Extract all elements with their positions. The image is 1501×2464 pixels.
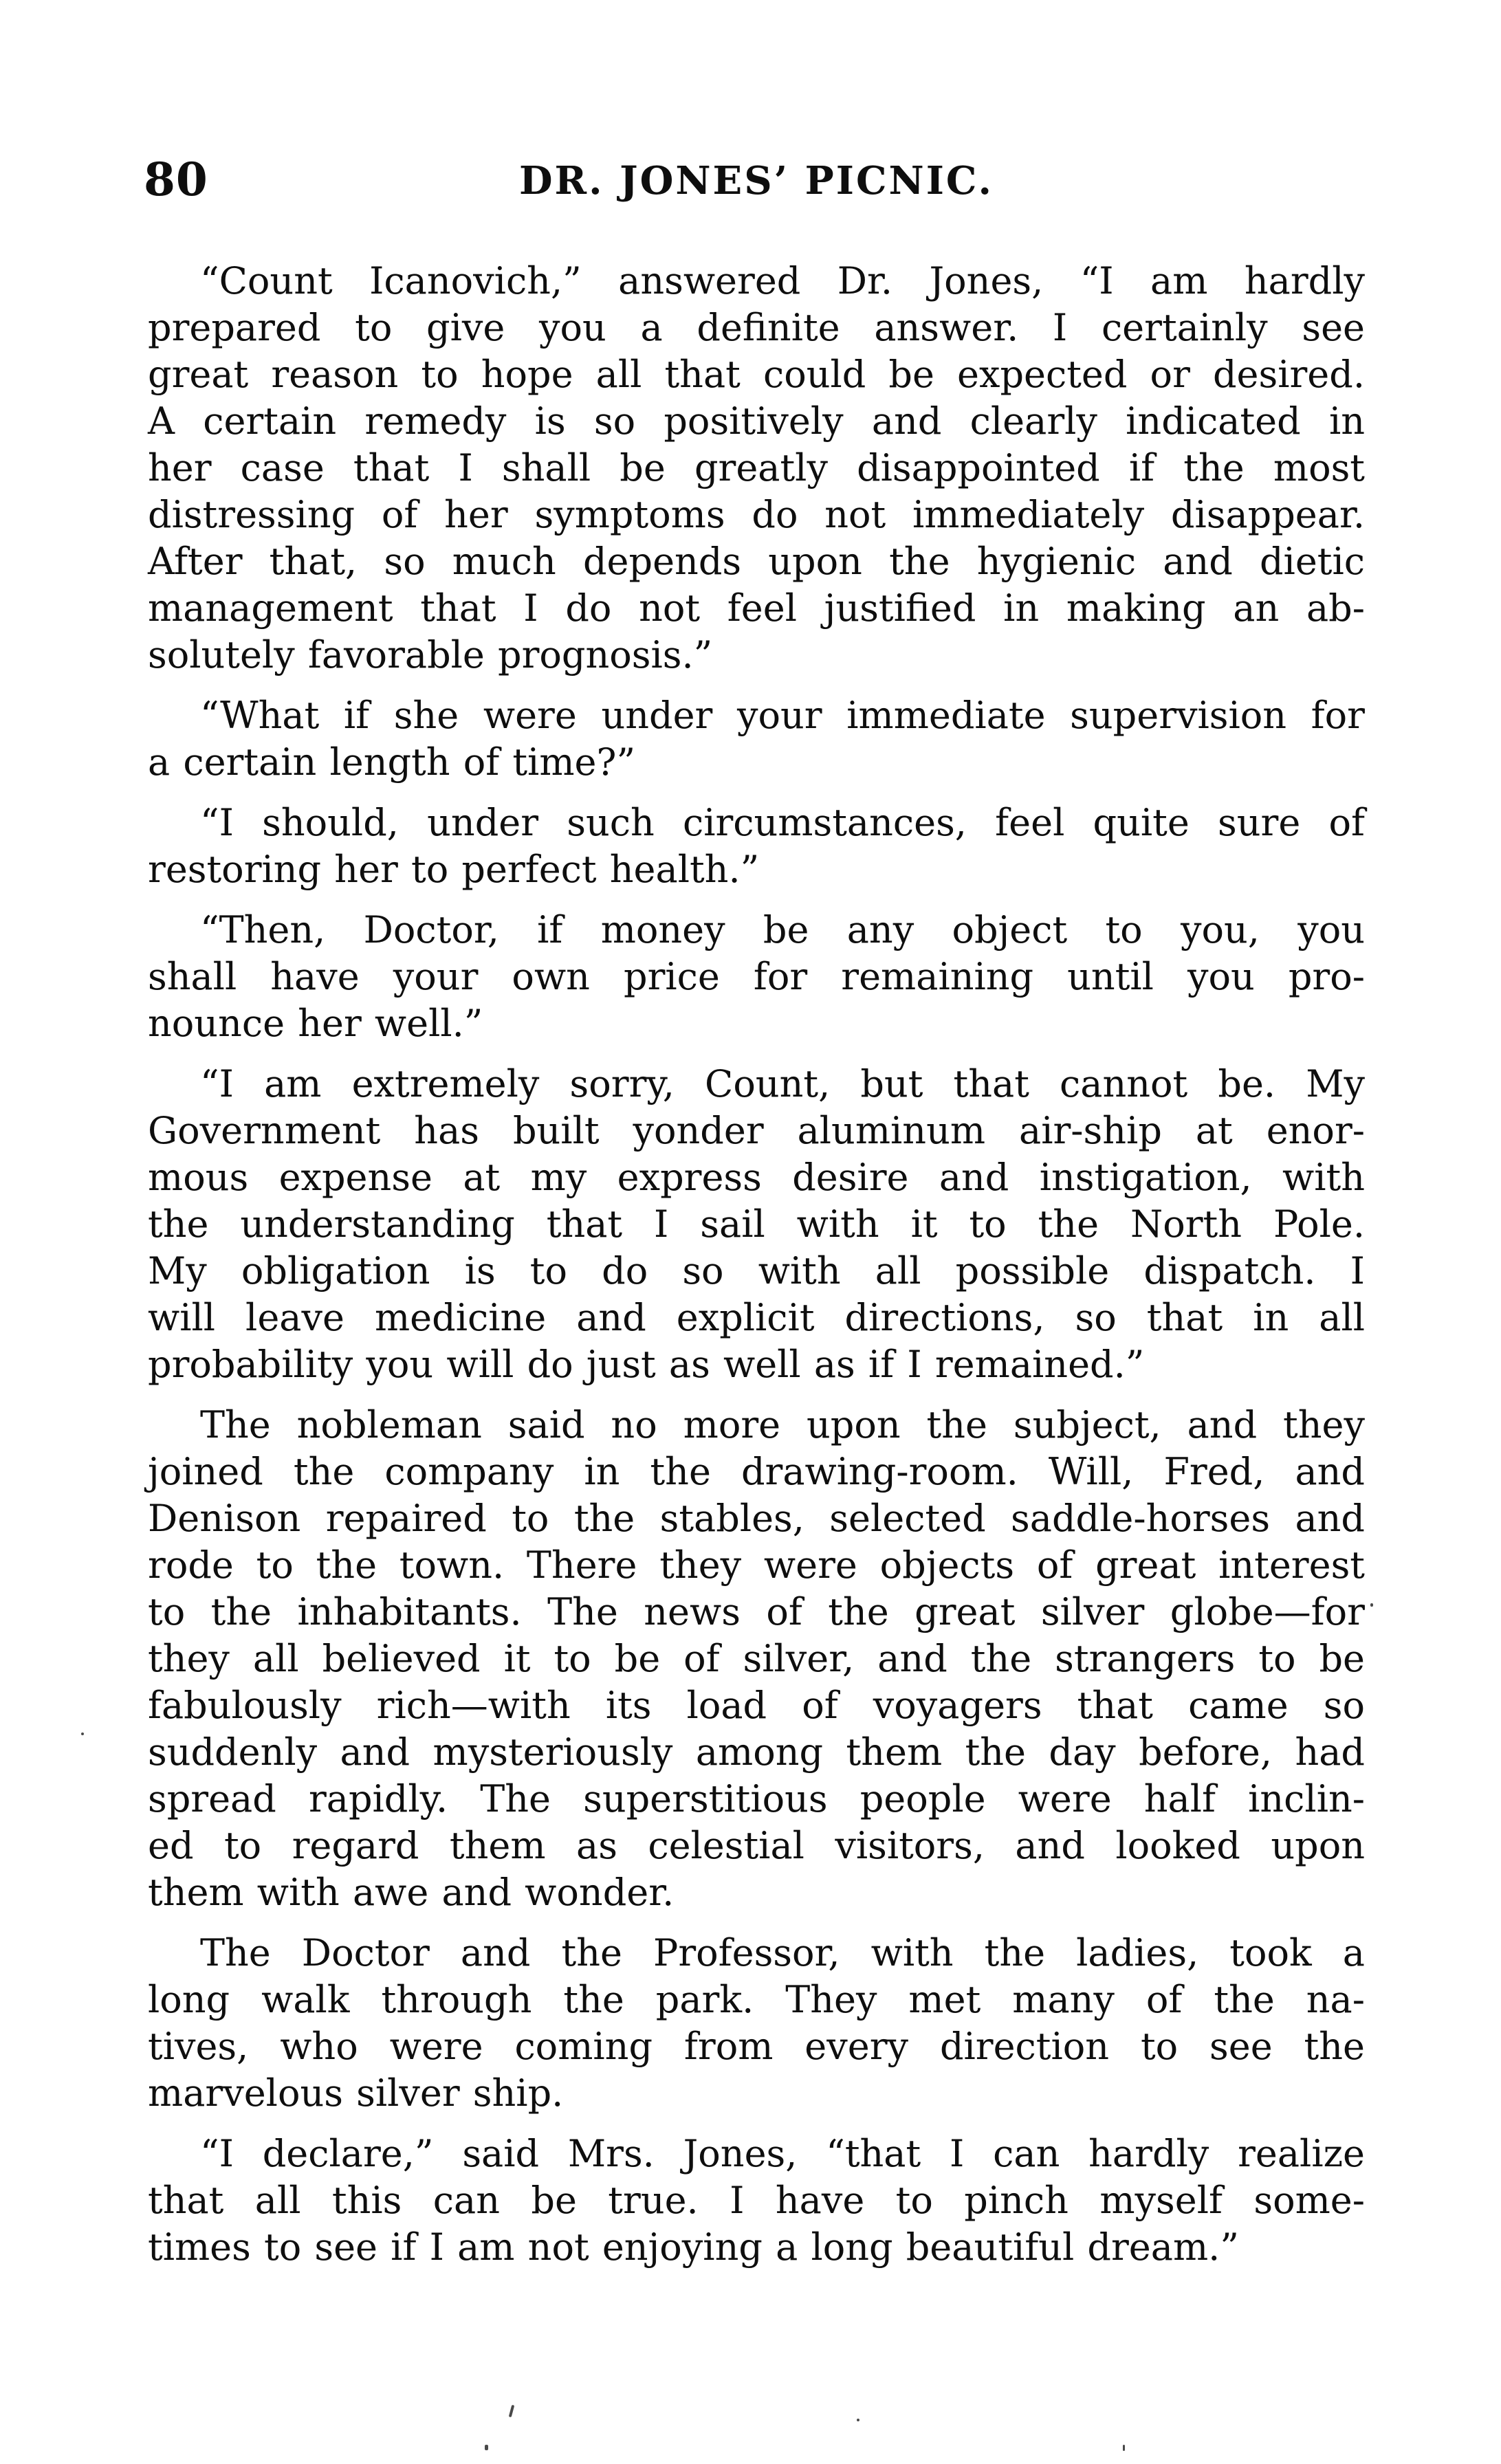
- scan-speck: [509, 2405, 515, 2417]
- paragraph: [148, 800, 1365, 893]
- text-line: times to see if I am not enjoying a long beautiful dream.”: [148, 2225, 1239, 2269]
- text-line: joined the company in the drawing-room. Will, Fred, and: [148, 1450, 1365, 1493]
- text-line: solutely favorable prognosis.”: [148, 633, 713, 676]
- text-line: them with awe and wonder.: [148, 1871, 675, 1914]
- text-line: restoring her to perfect health.”: [148, 848, 760, 891]
- text-line: a certain length of time?”: [148, 740, 636, 784]
- page-header: [144, 153, 1365, 208]
- text-line: mous expense at my express desire and instigation, with: [148, 1156, 1365, 1199]
- text-line: long walk through the park. They met many of the na-: [148, 1978, 1365, 2021]
- text-line: The Doctor and the Professor, with the ladies, took a: [200, 1931, 1365, 1974]
- paragraph: [148, 2131, 1365, 2271]
- text-line: probability you will do just as well as if I remained.”: [148, 1343, 1145, 1386]
- text-block: [148, 258, 1365, 2271]
- text-line: the understanding that I sail with it to the North Pole.: [148, 1202, 1365, 1246]
- text-line: they all believed it to be of silver, and the strangers to be: [148, 1637, 1365, 1680]
- text-line: that all this can be true. I have to pinch myself some-: [148, 2179, 1365, 2222]
- text-line: “I should, under such circumstances, feel quite sure of: [200, 801, 1365, 844]
- running-title: DR. JONES’ PICNIC.: [518, 158, 994, 204]
- text-line: will leave medicine and explicit directions, so that in all: [148, 1296, 1365, 1339]
- text-line: nounce her well.”: [148, 1002, 483, 1045]
- text-line: to the inhabitants. The news of the great silver globe—for: [148, 1590, 1365, 1634]
- text-line: “I am extremely sorry, Count, but that cannot be. My: [200, 1062, 1365, 1106]
- paragraph: [148, 1402, 1365, 1916]
- text-line: suddenly and mysteriously among them the day before, had: [148, 1730, 1365, 1774]
- text-line: “Then, Doctor, if money be any object to you, you: [200, 908, 1365, 952]
- page-number: 80: [144, 153, 208, 206]
- scan-speck: [1123, 2445, 1125, 2451]
- scan-speck: [857, 2419, 859, 2421]
- text-line: Government has built yonder aluminum air-ship at enor-: [148, 1109, 1365, 1152]
- text-line: The nobleman said no more upon the subject, and they: [200, 1403, 1365, 1446]
- text-line: rode to the town. There they were objects of great interest: [148, 1543, 1365, 1587]
- text-line: management that I do not feel justified in making an ab-: [148, 586, 1365, 630]
- paragraph: [148, 258, 1365, 679]
- paragraph: [148, 1061, 1365, 1388]
- paragraph: [148, 692, 1365, 786]
- text-line: marvelous silver ship.: [148, 2071, 564, 2115]
- scan-speck: [1370, 1603, 1373, 1607]
- text-line: prepared to give you a definite answer. I certainly see: [148, 306, 1365, 349]
- text-line: distressing of her symptoms do not immediately disappear.: [148, 493, 1365, 536]
- scan-speck: [485, 2445, 488, 2450]
- text-line: fabulously rich—with its load of voyagers that came so: [148, 1684, 1365, 1727]
- text-line: ed to regard them as celestial visitors, and looked upon: [148, 1824, 1365, 1867]
- paragraph: [148, 907, 1365, 1047]
- text-line: shall have your own price for remaining until you pro-: [148, 955, 1365, 998]
- text-line: My obligation is to do so with all possible dispatch. I: [148, 1249, 1365, 1292]
- scan-speck: [81, 1732, 84, 1735]
- text-line: Denison repaired to the stables, selected saddle-horses and: [148, 1497, 1365, 1540]
- text-line: her case that I shall be greatly disappointed if the most: [148, 446, 1365, 490]
- text-line: tives, who were coming from every direction to see the: [148, 2025, 1365, 2068]
- text-line: After that, so much depends upon the hygienic and dietic: [148, 540, 1365, 583]
- text-line: A certain remedy is so positively and clearly indicated in: [148, 399, 1365, 443]
- paragraph: [148, 1930, 1365, 2117]
- text-line: “I declare,” said Mrs. Jones, “that I can hardly realize: [200, 2132, 1365, 2175]
- text-line: spread rapidly. The superstitious people were half inclin-: [148, 1777, 1365, 1820]
- text-line: “Count Icanovich,” answered Dr. Jones, “I am hardly: [200, 259, 1365, 302]
- text-line: great reason to hope all that could be expected or desired.: [148, 353, 1365, 396]
- text-line: “What if she were under your immediate supervision for: [200, 694, 1365, 737]
